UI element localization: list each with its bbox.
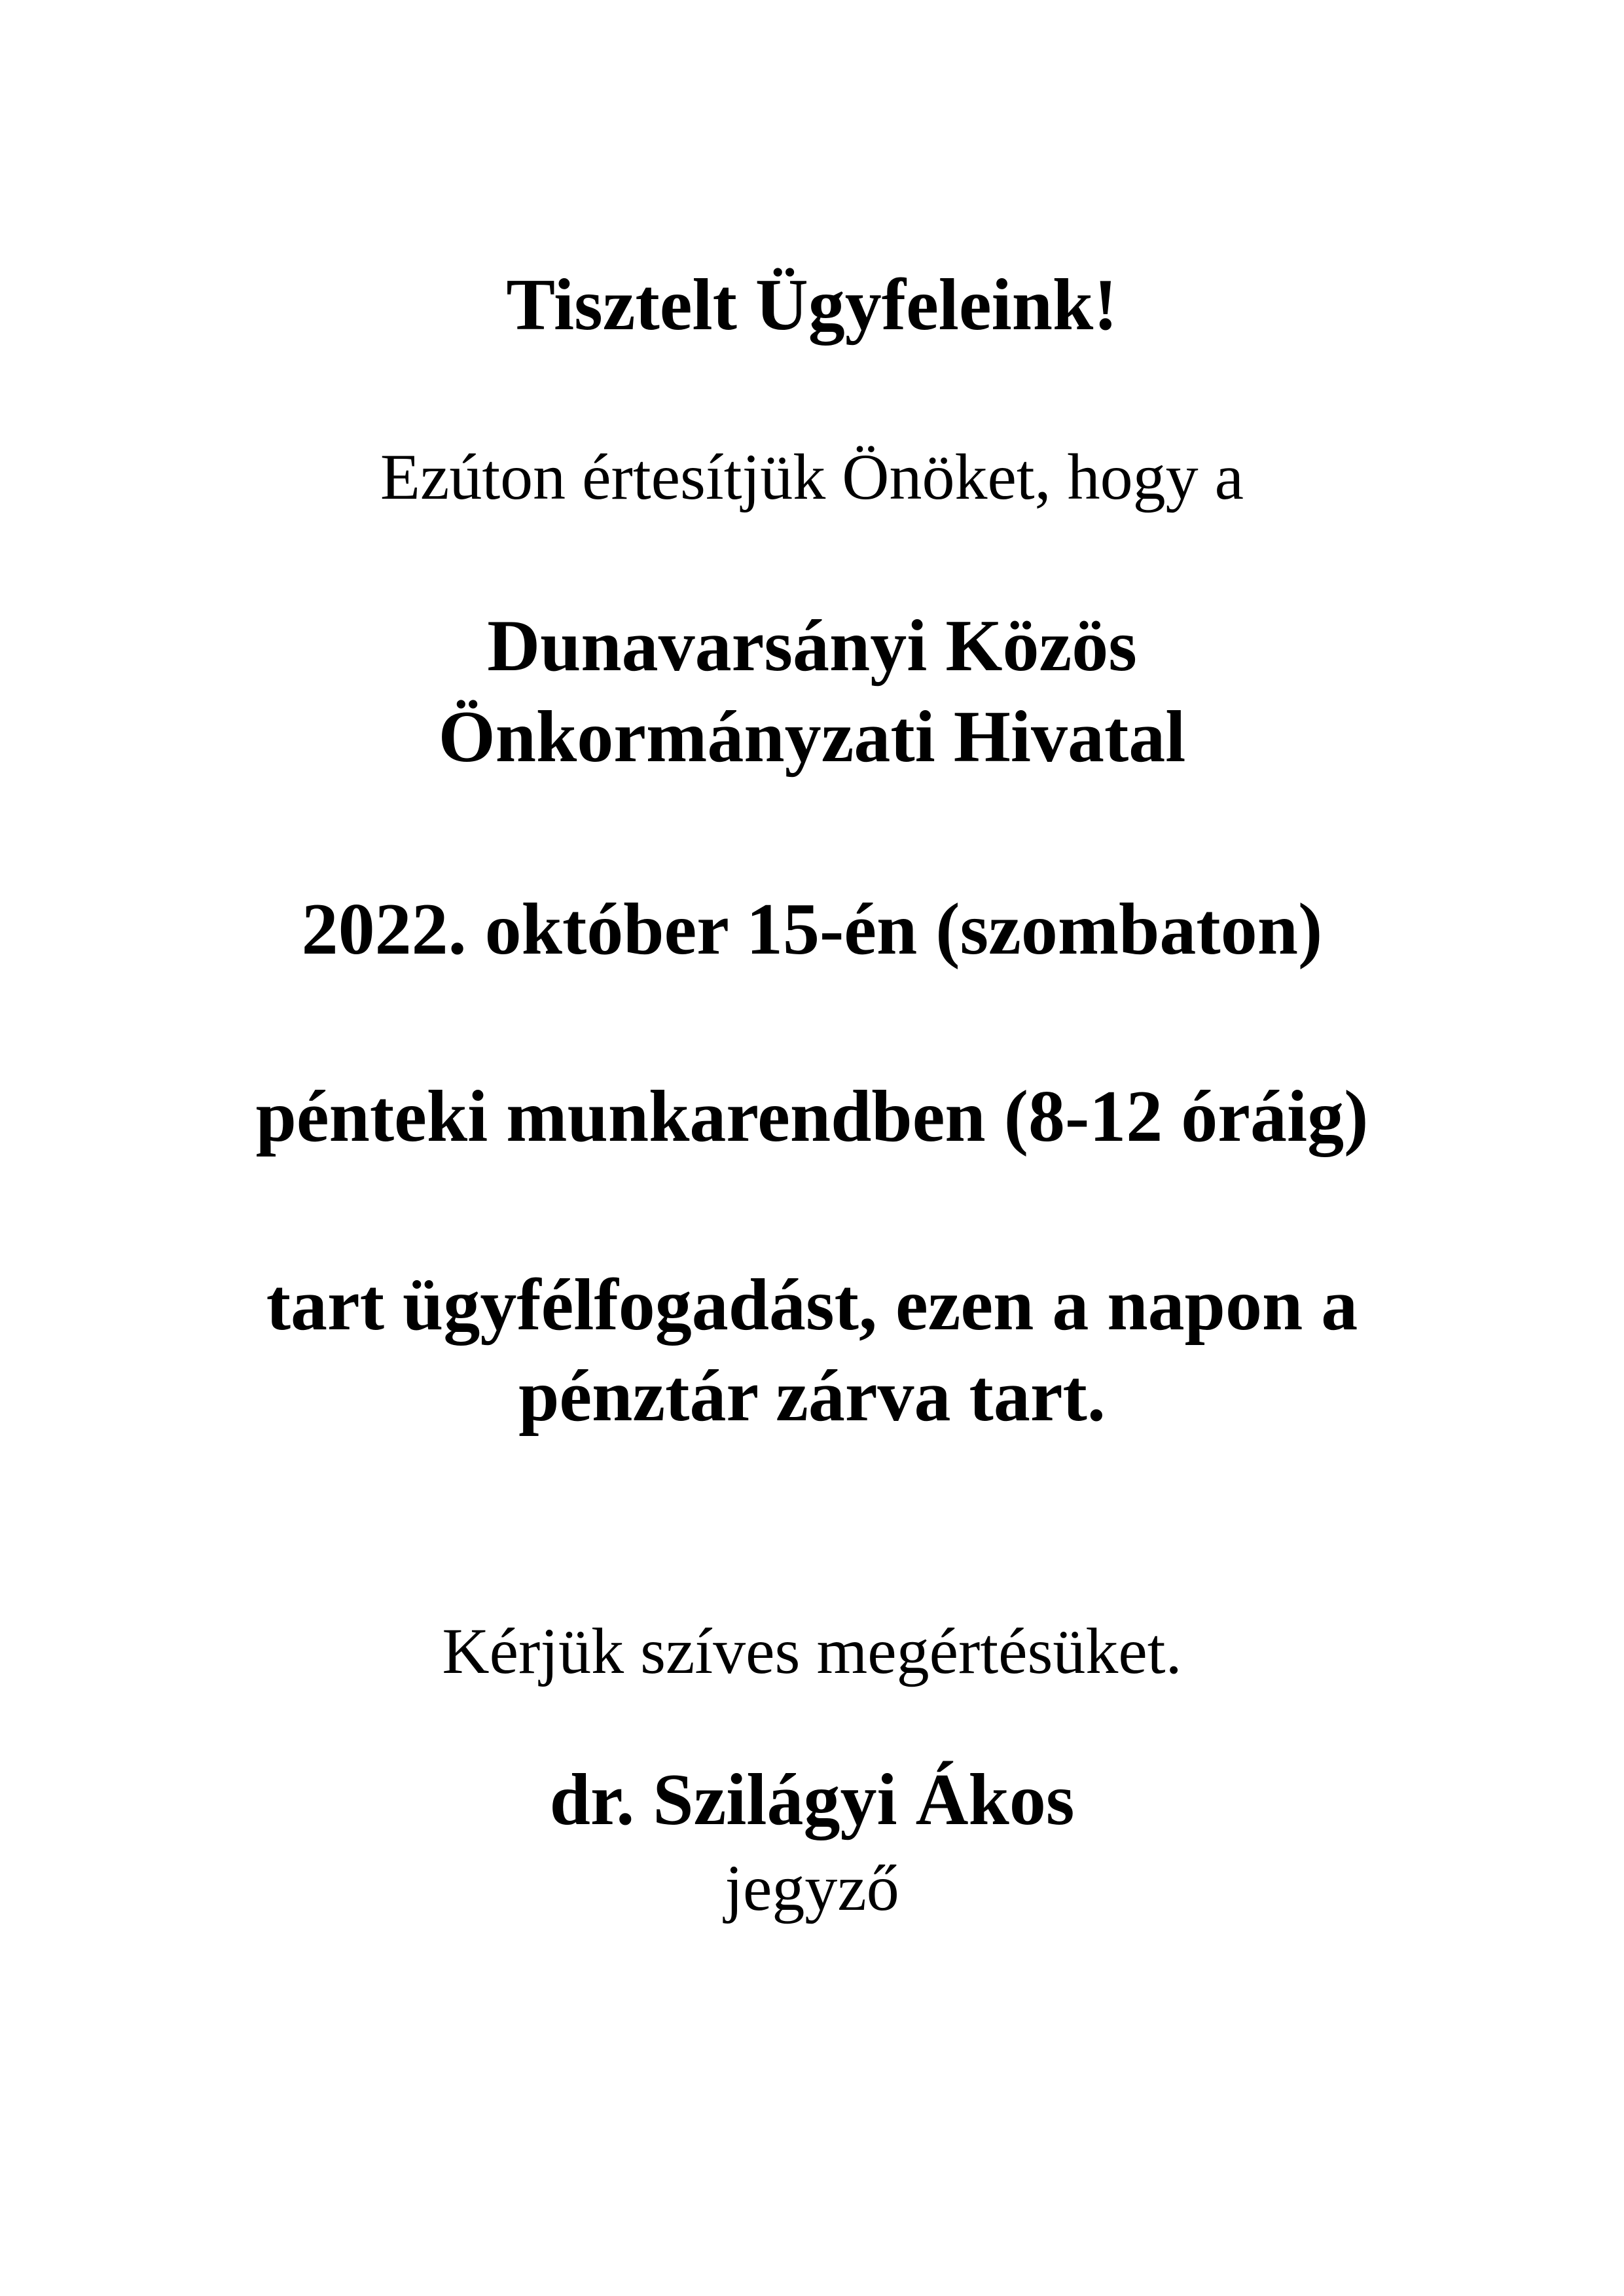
closing-line: Kérjük szíves megértésüket. — [442, 1615, 1182, 1687]
organization-name-line-2: Önkormányzati Hivatal — [438, 696, 1186, 778]
notice-body-line-2: pénztár zárva tart. — [518, 1355, 1106, 1437]
signature-name: dr. Szilágyi Ákos — [549, 1759, 1075, 1840]
page-title: Tisztelt Ügyfeleink! — [506, 264, 1118, 346]
signature-title: jegyző — [725, 1852, 899, 1924]
intro-line: Ezúton értesítjük Önöket, hogy a — [380, 440, 1244, 513]
date-line: 2022. október 15-én (szombaton) — [301, 889, 1323, 970]
organization-name — [0, 601, 1624, 783]
notice-body-line-1: tart ügyfélfogadást, ezen a napon a — [266, 1265, 1358, 1346]
organization-name-line-1: Dunavarsányi Közös — [487, 605, 1137, 687]
notice-body — [0, 1260, 1624, 1442]
schedule-line: pénteki munkarendben (8-12 óráig) — [255, 1076, 1369, 1157]
